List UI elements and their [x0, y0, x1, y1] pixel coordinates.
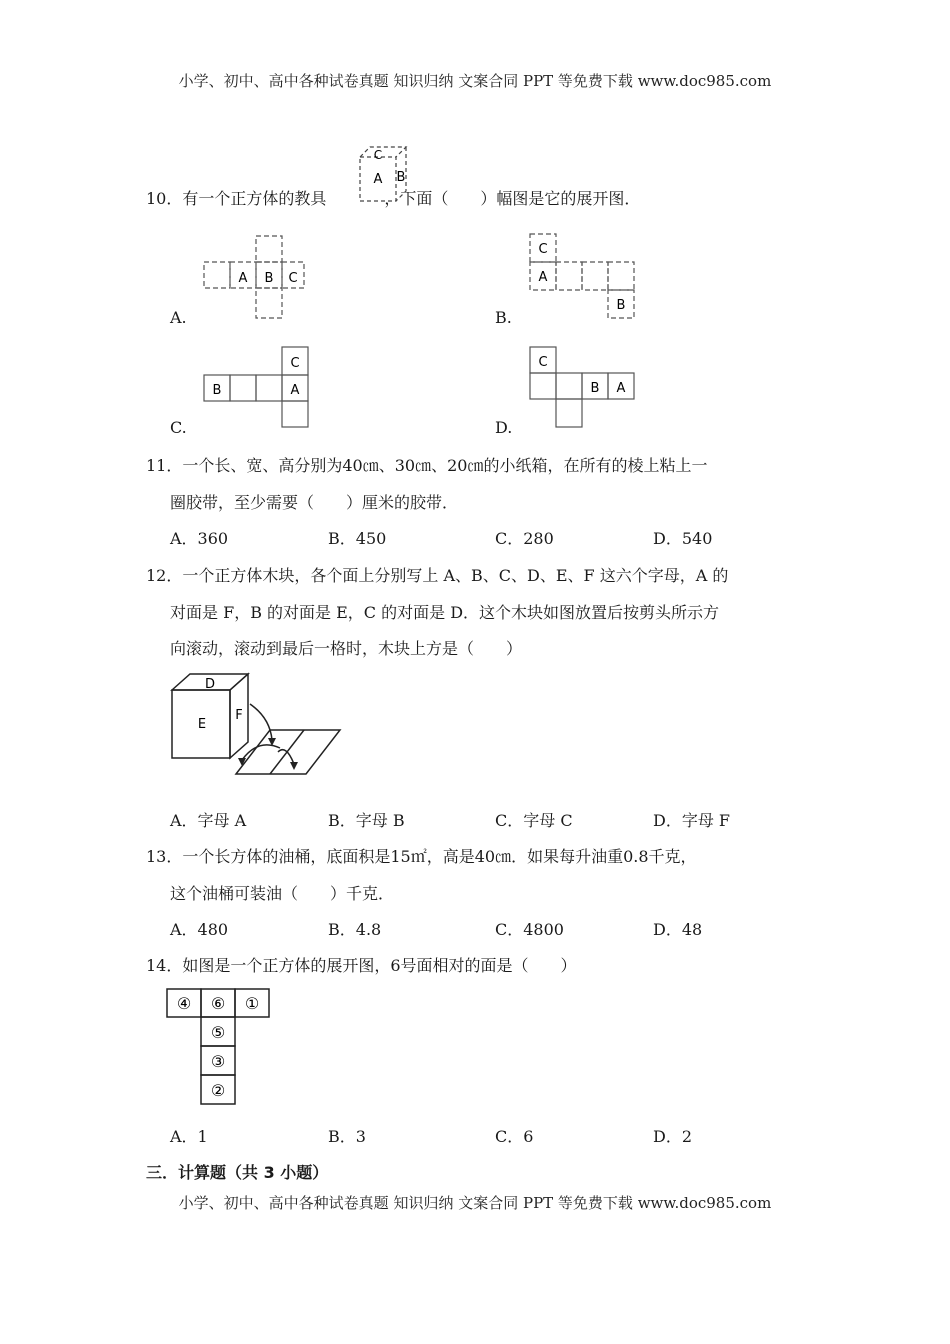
question-11-line-2: 圈胶带，至少需要（ ）厘米的胶带．	[170, 493, 459, 512]
rolling-cube-top-label: D	[204, 677, 216, 692]
cube-face-right-label: B	[396, 170, 406, 185]
net-a-face-1: A	[238, 271, 248, 286]
q11-option-c[interactable]: C．280	[495, 529, 554, 548]
question-11-line-1: 11．一个长、宽、高分别为40㎝、30㎝、20㎝的小纸箱，在所有的棱上粘上一	[146, 456, 708, 475]
q13-option-c[interactable]: C．4800	[495, 920, 564, 939]
q11-option-d[interactable]: D．540	[653, 529, 713, 548]
rolling-cube-side-label: F	[235, 708, 243, 723]
section-3-heading: 三．计算题（共 3 小题）	[146, 1163, 329, 1182]
question-12-line-3: 向滚动，滚动到最后一格时，木块上方是（ ）	[170, 639, 523, 658]
net-c-face-1: C	[290, 356, 300, 371]
rolling-cube-front-label: E	[197, 717, 207, 732]
roll-arrow-head-3	[290, 762, 298, 770]
q10-option-d-net	[526, 343, 641, 433]
q13-option-a[interactable]: A．480	[170, 920, 229, 939]
net-b-face-3: B	[616, 298, 626, 313]
net-a-face-3: C	[288, 271, 298, 286]
q10-option-b-net	[526, 230, 641, 325]
page-header: 小学、初中、高中各种试卷真题 知识归纳 文案合同 PPT 等免费下载 www.doc985.com	[178, 72, 772, 90]
net-d-face-2: B	[590, 381, 600, 396]
q10-option-c-label[interactable]: C.	[170, 418, 187, 437]
cube-face-front-label: A	[373, 172, 383, 187]
page-footer: 小学、初中、高中各种试卷真题 知识归纳 文案合同 PPT 等免费下载 www.doc985.com	[178, 1194, 772, 1212]
numbered-cube-net-figure	[165, 987, 271, 1107]
q13-option-d[interactable]: D．48	[653, 920, 703, 939]
q12-option-a[interactable]: A．字母 A	[170, 811, 247, 830]
net-d-face-3: A	[616, 381, 626, 396]
q14-option-c[interactable]: C．6	[495, 1127, 534, 1146]
q11-option-a[interactable]: A．360	[170, 529, 229, 548]
q10-option-b-label[interactable]: B.	[495, 308, 512, 327]
q12-option-d[interactable]: D．字母 F	[653, 811, 731, 830]
net-b-face-1: C	[538, 242, 548, 257]
net-face-5: ⑤	[210, 1023, 226, 1042]
q10-option-a-net	[200, 234, 310, 324]
question-13-line-1: 13．一个长方体的油桶，底面积是15㎡，高是40㎝．如果每升油重0.8千克，	[146, 847, 697, 866]
q13-option-b[interactable]: B．4.8	[328, 920, 382, 939]
q10-option-a-label[interactable]: A.	[170, 308, 187, 327]
question-14-line-1: 14．如图是一个正方体的展开图，6号面相对的面是（ ）	[146, 956, 577, 975]
net-face-6: ⑥	[210, 994, 226, 1013]
net-a-face-2: B	[264, 271, 274, 286]
cube-teaching-aid-figure	[356, 143, 412, 205]
net-face-2: ②	[210, 1081, 226, 1100]
q10-option-c-net	[198, 343, 313, 433]
q14-option-b[interactable]: B．3	[328, 1127, 366, 1146]
q11-option-b[interactable]: B．450	[328, 529, 387, 548]
q14-option-d[interactable]: D．2	[653, 1127, 693, 1146]
q10-option-d-label[interactable]: D.	[495, 418, 513, 437]
net-c-face-2: B	[212, 383, 222, 398]
q14-option-a[interactable]: A．1	[170, 1127, 208, 1146]
net-d-face-1: C	[538, 355, 548, 370]
question-13-line-2: 这个油桶可装油（ ）千克．	[170, 884, 395, 903]
question-12-line-1: 12．一个正方体木块，各个面上分别写上 A、B、C、D、E、F 这六个字母，A 的	[146, 566, 729, 585]
q12-option-c[interactable]: C．字母 C	[495, 811, 573, 830]
net-b-face-2: A	[538, 270, 548, 285]
net-face-1: ①	[244, 994, 260, 1013]
net-c-face-3: A	[290, 383, 300, 398]
cube-face-top-label: C	[373, 148, 383, 162]
question-12-line-2: 对面是 F，B 的对面是 E，C 的对面是 D．这个木块如图放置后按剪头所示方	[170, 603, 720, 622]
rolling-cube-figure	[166, 668, 346, 778]
question-10-text-start: 10．有一个正方体的教具	[146, 189, 327, 208]
q12-option-b[interactable]: B．字母 B	[328, 811, 405, 830]
question-10-text-end: ，下面（ ）幅图是它的展开图．	[384, 189, 641, 208]
net-face-4: ④	[176, 994, 192, 1013]
net-face-3: ③	[210, 1052, 226, 1071]
